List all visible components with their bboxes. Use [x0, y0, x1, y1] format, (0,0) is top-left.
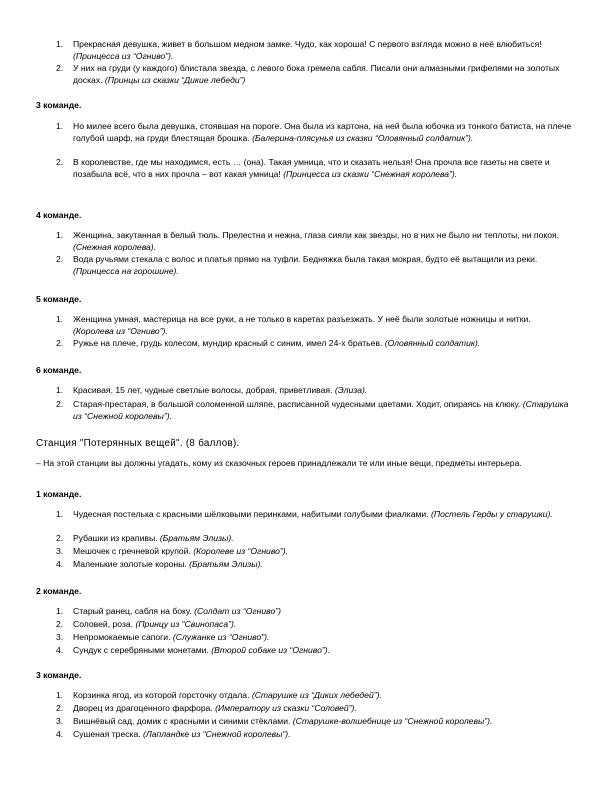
item-text: Красивая, 15 лет, чудные светлые волосы, добрая, приветливая. (Элиза).: [73, 385, 368, 395]
item-text: Вода ручьями стекала с волос и платья прямо на туфли. Бедняжка была такая мокрая, будто её вытащили из реки. (Принцесса на горошине).: [73, 254, 538, 276]
item-text: У них на груди (у каждого) блистала звезда, с левого бока гремела сабля. Писали они алмазными грифелями на золотых досках. (Принцы из сказки “Дикие лебеди”): [73, 63, 560, 85]
item-answer: (Старушке-волшебнице из “Снежной королевы”).: [292, 716, 493, 726]
item-answer: (Братьям Элизы).: [189, 559, 263, 569]
team-heading: 5 команде.: [36, 294, 82, 304]
team-heading: 3 команде.: [36, 100, 82, 110]
item-text: Сушеная треска. (Лапландке из “Снежной королевы”).: [73, 729, 291, 739]
item-answer: (Лапландке из “Снежной королевы”).: [143, 729, 291, 739]
item-answer: (Второй собаке из “Огниво”).: [211, 645, 330, 655]
item-text: Женщина умная, мастерица на все руки, а не только в каретах разъезжать. У неё были золотые ножницы и нитки. (Королева из “Огниво”).: [73, 314, 531, 336]
item-answer: (Старушке из “Диких лебедей”).: [251, 690, 382, 700]
item-number: 2.: [56, 703, 64, 713]
item-answer: (Принцы из сказки “Дикие лебеди”): [104, 75, 246, 85]
item-number: 1.: [56, 606, 64, 616]
item-text: Соловей, роза. (Принцу из “Свинопаса”).: [73, 619, 237, 629]
team-heading: 4 команде.: [36, 210, 82, 220]
item-answer: (Принцесса из “Огниво”).: [73, 51, 174, 61]
item-number: 1.: [56, 314, 64, 324]
item-text: Старая-престарая, в большой соломенной шляпе, расписанной чудесными цветами. Ходит, опираясь на клюку. (Старушка из “Снежной королевы”).: [73, 399, 569, 421]
team-heading: 3 команде.: [36, 670, 82, 680]
item-text: Мешочек с гречневой крупой. (Королеве из “Огниво”).: [73, 546, 289, 556]
item-number: 2.: [56, 338, 64, 348]
item-text: Корзинка ягод, из которой горсточку отдала. (Старушке из “Диких лебедей”).: [73, 690, 382, 700]
item-answer: (Королеве из “Огниво”).: [193, 546, 289, 556]
item-number: 2.: [56, 533, 64, 543]
item-answer: (Солдат из “Огниво”): [194, 606, 281, 616]
item-number: 2.: [56, 157, 64, 167]
item-answer: (Оловянный солдатик).: [384, 338, 481, 348]
item-answer: (Королева из “Огниво”).: [73, 326, 168, 336]
item-text: Сундук с серебряными монетами. (Второй собаке из “Огниво”).: [73, 645, 330, 655]
item-number: 1.: [56, 230, 64, 240]
item-number: 1.: [56, 690, 64, 700]
item-number: 2.: [56, 63, 64, 73]
item-text: Прекрасная девушка, живет в большом медном замке. Чудо, как хороша! С первого взгляда можно в неё влюбиться! (Принцесса из “Огниво”).: [73, 39, 542, 61]
item-text: Вишнёвый сад, домик с красными и синими стёклами. (Старушке-волшебнице из “Снежной королевы”).: [73, 716, 493, 726]
item-number: 4.: [56, 645, 64, 655]
item-answer: (Балерина-плясунья из сказки “Оловянный солдатик”).: [252, 133, 474, 143]
item-number: 3.: [56, 716, 64, 726]
item-answer: (Элиза).: [334, 385, 368, 395]
station-intro: – На этой станции вы должны угадать, кому из сказочных героев принадлежали те или иные вещи, предметы интерьера.: [36, 458, 522, 468]
item-answer: (Принцесса на горошине).: [73, 266, 179, 276]
station-title: Станция "Потерянных вещей". (8 баллов).: [36, 438, 240, 449]
item-answer: (Снежная королева).: [73, 242, 157, 252]
item-answer: (Старушка из “Снежной королевы”).: [73, 399, 569, 421]
item-number: 2.: [56, 254, 64, 264]
item-number: 4.: [56, 559, 64, 569]
item-answer: (Императору из сказки “Соловей”).: [215, 703, 357, 713]
item-answer: (Братьям Элизы).: [159, 533, 234, 543]
item-number: 2.: [56, 399, 64, 409]
item-text: В королевстве, где мы находимся, есть … (она). Такая умница, что и сказать нельзя! Она прочла все газеты на свете и позабыла всё, что в них прочла – вот какая умница! (Принцесса из сказки “Снежная королева”).: [73, 157, 550, 179]
item-text: Маленькие золотые короны. (Братьям Элизы).: [73, 559, 263, 569]
item-answer: (Постель Герды у старушки).: [431, 509, 553, 519]
item-number: 3.: [56, 546, 64, 556]
item-text: Чудесная постелька с красными шёлковыми перинками, набитыми голубыми фиалками. (Постель Герды у старушки).: [73, 509, 553, 519]
team-heading: 2 команде.: [36, 586, 82, 596]
item-answer: (Служанке из “Огниво”).: [172, 632, 270, 642]
item-number: 2.: [56, 619, 64, 629]
item-text: Ружье на плече, грудь колесом, мундир красный с синим, имел 24-х братьев. (Оловянный солдатик).: [73, 338, 481, 348]
item-text: Дворец из драгоценного фарфора. (Императору из сказки “Соловей”).: [73, 703, 357, 713]
item-answer: (Принцесса из сказки “Снежная королева”).: [283, 169, 458, 179]
item-text: Непромокаемые сапоги. (Служанке из “Огниво”).: [73, 632, 270, 642]
item-number: 4.: [56, 729, 64, 739]
item-number: 3.: [56, 632, 64, 642]
team-heading: 6 команде.: [36, 365, 82, 375]
item-number: 1.: [56, 385, 64, 395]
item-text: Старый ранец, сабля на боку. (Солдат из “Огниво”): [73, 606, 281, 616]
item-text: Женщина, закутанная в белый тюль. Прелестна и нежна, глаза сияли как звезды, но в них не было ни теплоты, ни покоя. (Снежная королева).: [73, 230, 560, 252]
item-text: Рубашки из крапивы. (Братьям Элизы).: [73, 533, 234, 543]
team-heading: 1 команде.: [36, 489, 82, 499]
item-number: 1.: [56, 39, 64, 49]
item-answer: (Принцу из “Свинопаса”).: [135, 619, 237, 629]
item-text: Но милее всего была девушка, стоявшая на пороге. Она была из картона, на ней была юбочка из тонкого батиста, на плече голубой шарф, на груди блестящая брошка. (Балерина-плясунья из сказки “Оловянный солдатик”).: [73, 121, 572, 143]
item-number: 1.: [56, 121, 64, 131]
item-number: 1.: [56, 509, 64, 519]
